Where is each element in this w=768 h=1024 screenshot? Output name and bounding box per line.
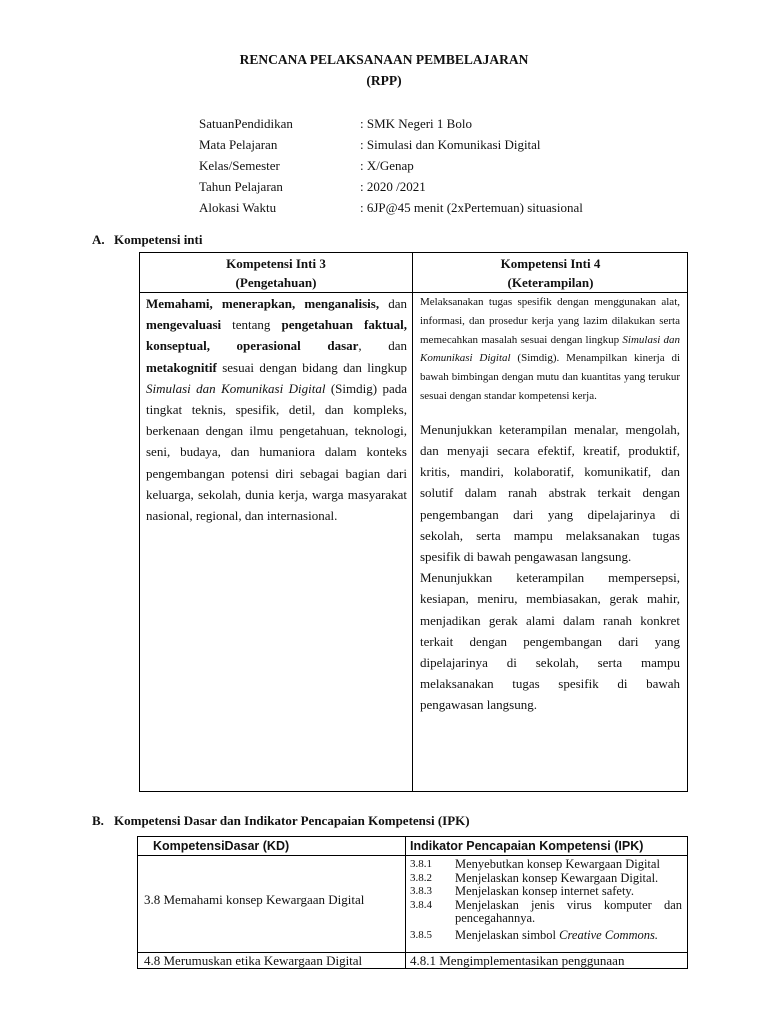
ki3-header bbox=[140, 253, 412, 292]
ki3-text: (Simdig) pada tingkat teknis, spesifik, detil, dan kompleks, berkenaan dengan ilmu pengetahuan, teknologi, seni, budaya, dan humaniora dalam konteks pengembangan potensi diri sebagai bagian dari keluarga, sekolah, dunia kerja, warga masyarakat nasional, regional, dan internasional. bbox=[146, 380, 408, 524]
info-value: : SMK Negeri 1 Bolo bbox=[360, 116, 472, 131]
ipk-number: 3.8.3 bbox=[410, 885, 432, 897]
ki4-header bbox=[413, 253, 688, 292]
ipk-italic: Creative Commons. bbox=[559, 927, 658, 942]
ipk-text: Menjelaskan jenis virus komputer dan pencegahannya. bbox=[455, 897, 682, 925]
ipk-number: 3.8.2 bbox=[410, 871, 432, 884]
info-label: Mata Pelajaran bbox=[199, 137, 278, 152]
section-a-heading bbox=[92, 232, 202, 248]
info-label: Alokasi Waktu bbox=[199, 200, 277, 215]
ki3-italic: Simulasi dan Komunikasi Digital bbox=[146, 380, 326, 396]
ki4-header-title: Kompetensi Inti 4 bbox=[500, 256, 601, 271]
kd-header: KompetensiDasar (KD) bbox=[153, 839, 290, 853]
list-item bbox=[410, 885, 682, 899]
section-title: Kompetensi inti bbox=[114, 232, 203, 247]
ipk-number: 3.8.4 bbox=[410, 898, 432, 911]
section-b-heading bbox=[92, 813, 470, 829]
ipk-text: Menjelaskan konsep Kewargaan Digital. bbox=[455, 870, 659, 885]
ki4-italic: Simulasi dan Komunikasi Digital bbox=[420, 333, 680, 365]
ki4-paragraph-1 bbox=[420, 293, 680, 406]
table-divider bbox=[412, 253, 413, 791]
info-label: SatuanPendidikan bbox=[199, 116, 293, 131]
ipk-text bbox=[455, 929, 682, 943]
table-divider bbox=[405, 837, 406, 968]
ki3-text: dan bbox=[379, 296, 407, 311]
info-value: : 2020 /2021 bbox=[360, 179, 426, 194]
ki3-content bbox=[146, 293, 407, 526]
ipk-4-8-1: 4.8.1 Mengimplementasikan penggunaan bbox=[410, 953, 625, 968]
ki3-bold: mengevaluasi bbox=[146, 317, 222, 333]
ki3-bold: Memahami, menerapkan, menganalisis, bbox=[146, 296, 380, 311]
ipk-number: 3.8.5 bbox=[410, 928, 432, 941]
list-item bbox=[410, 858, 682, 872]
ki3-header-sub: (Pengetahuan) bbox=[235, 275, 317, 290]
ipk-text: Menjelaskan konsep internet safety. bbox=[455, 884, 634, 898]
ki4-paragraph-2: Menunjukkan keterampilan menalar, mengolah, dan menyaji secara efektif, kreatif, produktif, kritis, mandiri, kolaboratif, komunikatif, dan solutif dalam ranah abstrak terkait dengan pengembangan dari yang dipelajarinya di sekolah, serta mampu melaksanakan tugas spesifik di bawah pengawasan langsung. bbox=[420, 421, 680, 564]
ki3-text: sesuai dengan bidang dan lingkup bbox=[216, 359, 407, 375]
info-value: : 6JP@45 menit (2xPertemuan) situasional bbox=[360, 200, 583, 215]
kd-3-8: 3.8 Memahami konsep Kewargaan Digital bbox=[144, 892, 365, 907]
ki4-text: (Simdig). Menampilkan kinerja di bawah bimbingan dengan mutu dan kuantitas yang terukur sesuai dengan standar kompetensi kerja. bbox=[420, 352, 680, 402]
ipk-text-part: Menjelaskan simbol bbox=[455, 927, 560, 942]
ipk-text: Menyebutkan konsep Kewargaan Digital bbox=[455, 857, 660, 871]
ki4-text: Melaksanakan tugas spesifik dengan menggunakan alat, informasi, dan prosedur kerja yang lazim dilakukan serta memecahkan masalah sesuai dengan lingkup bbox=[420, 296, 680, 346]
info-value: : Simulasi dan Komunikasi Digital bbox=[360, 137, 541, 152]
ipk-number: 3.8.1 bbox=[410, 858, 432, 870]
list-item bbox=[410, 899, 682, 926]
section-title: Kompetensi Dasar dan Indikator Pencapaian Kompetensi (IPK) bbox=[114, 813, 470, 828]
info-value: : X/Genap bbox=[360, 158, 414, 173]
ipk-header: Indikator Pencapaian Kompetensi (IPK) bbox=[410, 839, 644, 853]
ipk-list bbox=[410, 856, 682, 942]
ki4-paragraph-3: Menunjukkan keterampilan mempersepsi, kesiapan, meniru, membiasakan, gerak mahir, menjadikan gerak alami dalam ranah konkret terkait dengan pengembangan dari yang dipelajarinya di sekolah, serta mampu melaksanakan tugas spesifik di bawah pengawasan langsung. bbox=[420, 570, 680, 713]
ki3-bold: metakognitif bbox=[146, 359, 217, 375]
document-subtitle: (RPP) bbox=[366, 73, 402, 88]
kd-4-8: 4.8 Merumuskan etika Kewargaan Digital bbox=[144, 953, 363, 968]
ki3-text: tentang bbox=[221, 317, 282, 333]
list-item bbox=[410, 929, 682, 943]
kompetensi-inti-table bbox=[139, 252, 688, 792]
list-item bbox=[410, 872, 682, 886]
ki3-text: , dan bbox=[358, 338, 407, 354]
ki3-header-title: Kompetensi Inti 3 bbox=[226, 256, 326, 271]
info-label: Kelas/Semester bbox=[199, 158, 280, 173]
section-letter: A. bbox=[92, 232, 105, 247]
ki3-bold: pengetahuan faktual, konseptual, operasional dasar bbox=[146, 317, 408, 354]
info-label: Tahun Pelajaran bbox=[199, 179, 283, 194]
section-letter: B. bbox=[92, 813, 104, 828]
ki4-content bbox=[420, 293, 680, 716]
kd-ipk-table bbox=[137, 836, 688, 969]
ki4-header-sub: (Keterampilan) bbox=[507, 275, 594, 290]
document-title: RENCANA PELAKSANAAN PEMBELAJARAN bbox=[239, 52, 529, 67]
